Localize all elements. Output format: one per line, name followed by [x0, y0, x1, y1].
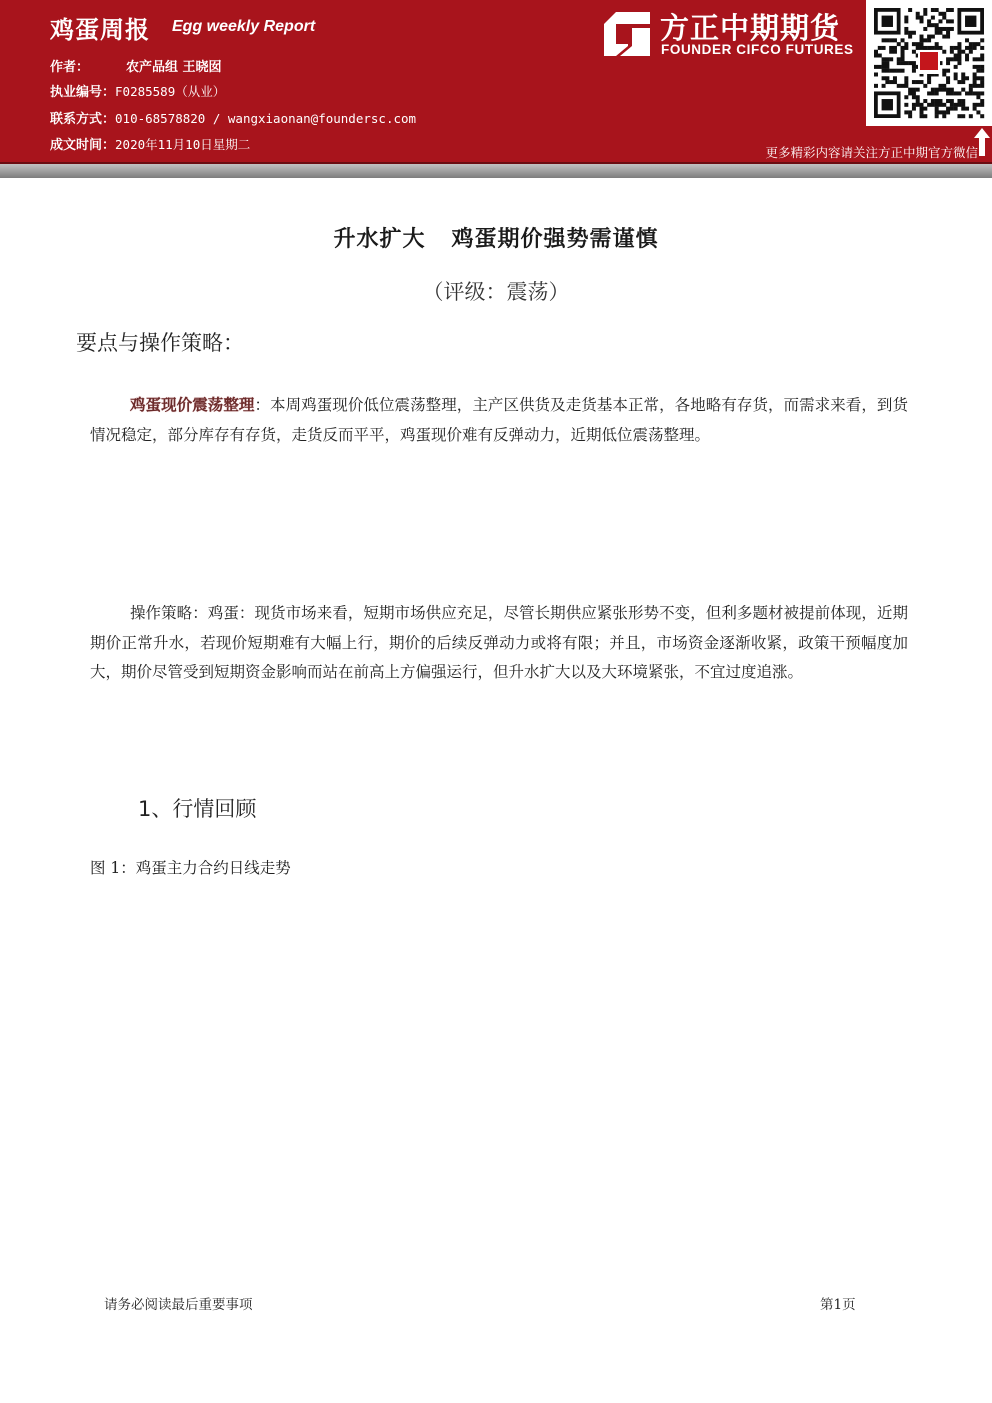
date-row [50, 134, 250, 153]
author-names: 农产品组 王晓囡 [126, 60, 222, 75]
rating-text: （评级：震荡） [422, 280, 570, 304]
contact-label: 联系方式： [50, 112, 116, 127]
author-row [50, 56, 89, 75]
report-title-cn: 鸡蛋周报 [50, 16, 150, 44]
spot-price-paragraph [90, 390, 908, 450]
contact-row [50, 108, 416, 127]
strategy-paragraph: 操作策略：鸡蛋：现货市场来看，短期市场供应充足，尽管长期供应紧张形势不变，但利多题材被提前体现，近期期价正常升水，若现价短期难有大幅上行，期价的后续反弹动力或将有限；并且，市场资金逐渐收紧，政策干预幅度加大，期价尽管受到短期资金影响而站在前高上方偏强运行，但升水扩大以及大环境紧张，不宜过度追涨。 [90, 604, 908, 681]
logo-text-cn: 方正中期期货 [660, 11, 841, 45]
footer-notice: 请务必阅读最后重要事项 [104, 1297, 253, 1313]
license-row [50, 81, 225, 100]
author-label: 作者： [50, 60, 90, 75]
spot-price-text: ：本周鸡蛋现价低位震荡整理，主产区供货及走货基本正常，各地略有存货，而需求来看，到货情况稳定，部分库存有存货，走货反而平平，鸡蛋现价难有反弹动力，近期低位震荡整理。 [90, 396, 908, 444]
qr-code-icon [866, 0, 992, 126]
report-header [0, 0, 992, 162]
header-divider [0, 162, 992, 178]
date-label: 成文时间： [50, 138, 116, 153]
section-heading: 要点与操作策略： [76, 331, 244, 355]
chapter-heading: 1、行情回顾 [138, 797, 257, 821]
logo-text-en: FOUNDER CIFCO FUTURES [661, 42, 854, 57]
document-title: 升水扩大 鸡蛋期价强势需谨慎 [333, 227, 659, 252]
qr-code [866, 0, 992, 126]
report-title-en: Egg weekly Report [172, 18, 316, 35]
follow-wechat-text: 更多精彩内容请关注方正中期官方微信 [765, 145, 978, 160]
contact-value: 010-68578820 / wangxiaonan@foundersc.com [115, 111, 417, 126]
license-label: 执业编号： [50, 85, 116, 100]
license-value: F0285589（从业） [115, 84, 226, 99]
date-value: 2020年11月10日星期二 [115, 137, 251, 152]
figure-caption: 图 1：鸡蛋主力合约日线走势 [90, 859, 291, 877]
page-number: 第1页 [820, 1297, 856, 1313]
spot-price-highlight: 鸡蛋现价震荡整理 [130, 395, 255, 414]
company-logo [602, 8, 858, 64]
logo-mark-icon [602, 10, 652, 58]
